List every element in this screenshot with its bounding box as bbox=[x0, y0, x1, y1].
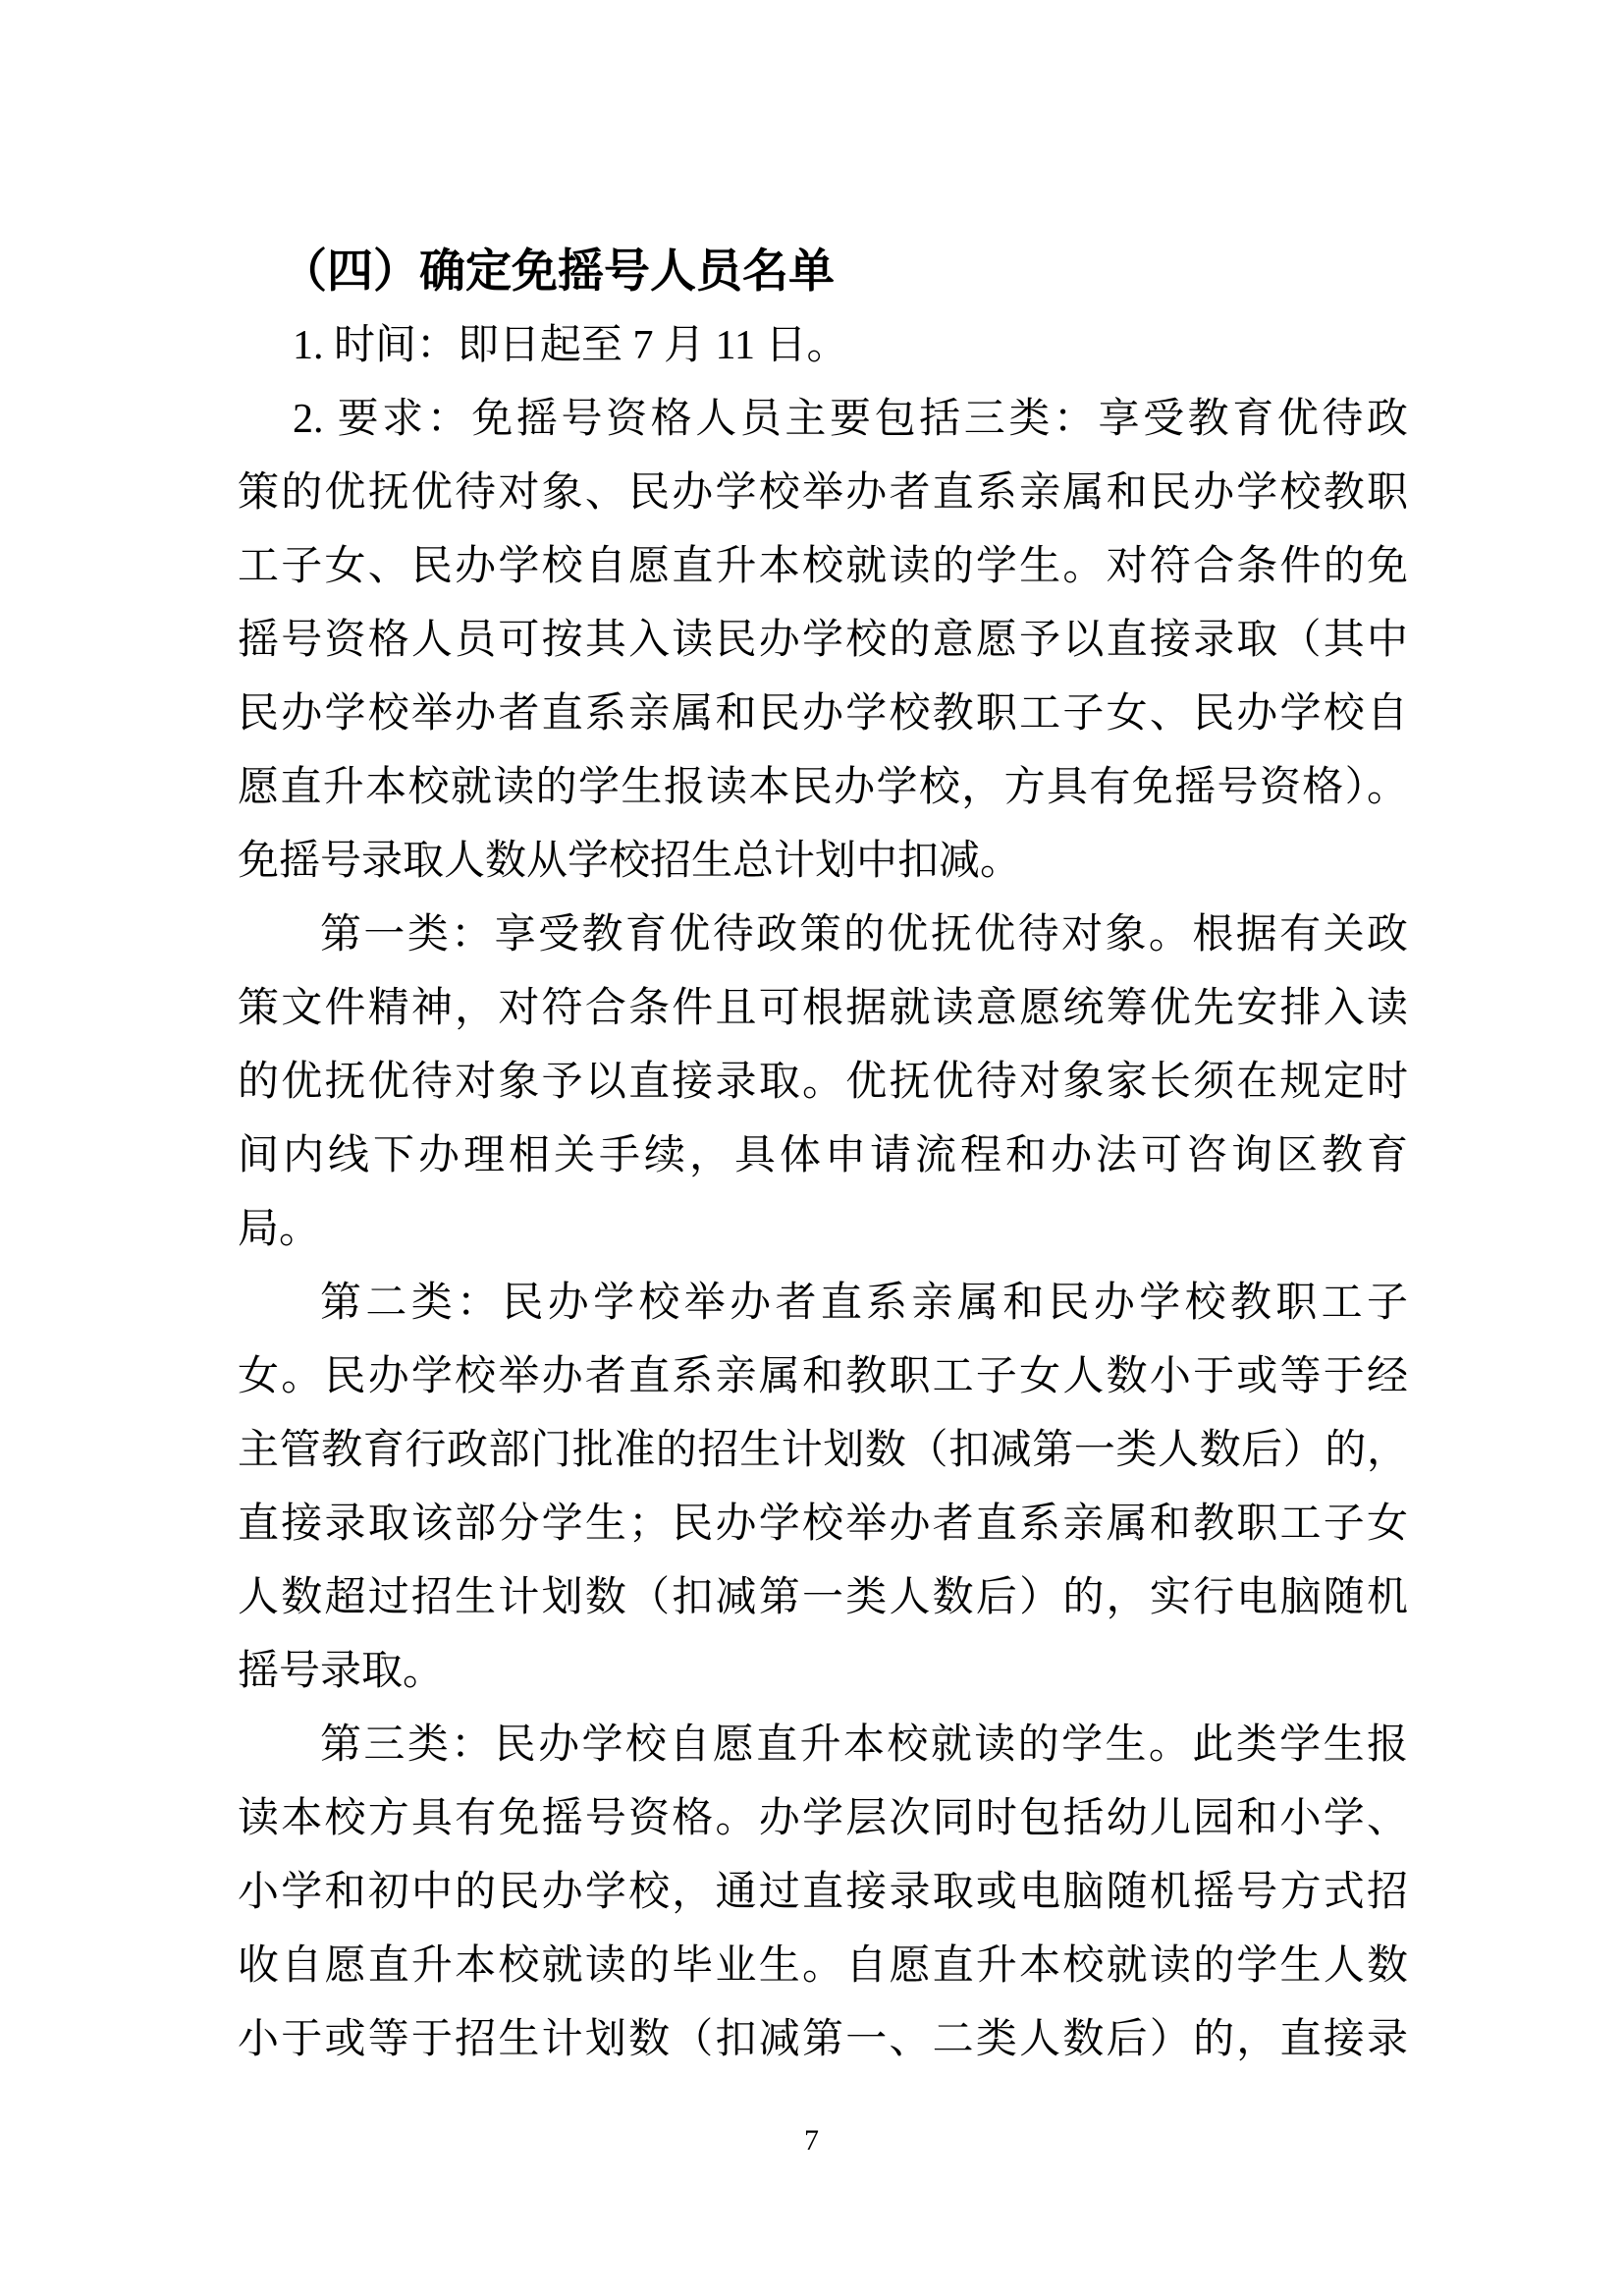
text-line: 主管教育行政部门批准的招生计划数（扣减第一类人数后）的， bbox=[238, 1428, 1408, 1473]
text-line: 第一类：享受教育优待政策的优抚优待对象。根据有关政 bbox=[320, 912, 1408, 957]
text-line: 2. 要求：免摇号资格人员主要包括三类：享受教育优待政 bbox=[293, 397, 1408, 442]
text-line: 局。 bbox=[238, 1207, 321, 1252]
text-line: 小于或等于招生计划数（扣减第一、二类人数后）的，直接录 bbox=[238, 2017, 1408, 2062]
text-line: 第三类：民办学校自愿直升本校就读的学生。此类学生报 bbox=[320, 1722, 1408, 1768]
page-footer bbox=[0, 2121, 1623, 2160]
text-line: 摇号资格人员可按其入读民办学校的意愿予以直接录取（其中 bbox=[238, 618, 1408, 663]
text-line: 人数超过招生计划数（扣减第一类人数后）的，实行电脑随机 bbox=[238, 1575, 1408, 1620]
text-line: 直接录取该部分学生；民办学校举办者直系亲属和教职工子女 bbox=[238, 1502, 1408, 1547]
text-line: 策文件精神，对符合条件且可根据就读意愿统筹优先安排入读 bbox=[238, 986, 1408, 1031]
text-line: 摇号录取。 bbox=[238, 1649, 445, 1694]
document-body bbox=[238, 236, 1408, 2077]
text-line: 读本校方具有免摇号资格。办学层次同时包括幼儿园和小学、 bbox=[238, 1796, 1408, 1841]
text-line: 小学和初中的民办学校，通过直接录取或电脑随机摇号方式招 bbox=[238, 1870, 1408, 1915]
text-line: 民办学校举办者直系亲属和民办学校教职工子女、民办学校自 bbox=[238, 691, 1408, 737]
text-line: 免摇号录取人数从学校招生总计划中扣减。 bbox=[238, 839, 1022, 884]
text-line: 收自愿直升本校就读的毕业生。自愿直升本校就读的学生人数 bbox=[238, 1943, 1408, 1989]
text-line: 1. 时间：即日起至 7 月 11 日。 bbox=[293, 323, 848, 368]
text-line: 策的优抚优待对象、民办学校举办者直系亲属和民办学校教职 bbox=[238, 470, 1408, 516]
text-line: 的优抚优待对象予以直接录取。优抚优待对象家长须在规定时 bbox=[238, 1060, 1408, 1105]
page-number: 7 bbox=[804, 2124, 819, 2157]
section-heading: （四）确定免摇号人员名单 bbox=[281, 246, 835, 298]
text-line: 间内线下办理相关手续，具体申请流程和办法可咨询区教育 bbox=[238, 1133, 1408, 1178]
text-line: 第二类：民办学校举办者直系亲属和民办学校教职工子 bbox=[320, 1281, 1408, 1326]
text-line: 工子女、民办学校自愿直升本校就读的学生。对符合条件的免 bbox=[238, 544, 1408, 589]
text-line: 女。民办学校举办者直系亲属和教职工子女人数小于或等于经 bbox=[238, 1354, 1408, 1399]
text-line: 愿直升本校就读的学生报读本民办学校，方具有免摇号资格）。 bbox=[238, 765, 1408, 810]
